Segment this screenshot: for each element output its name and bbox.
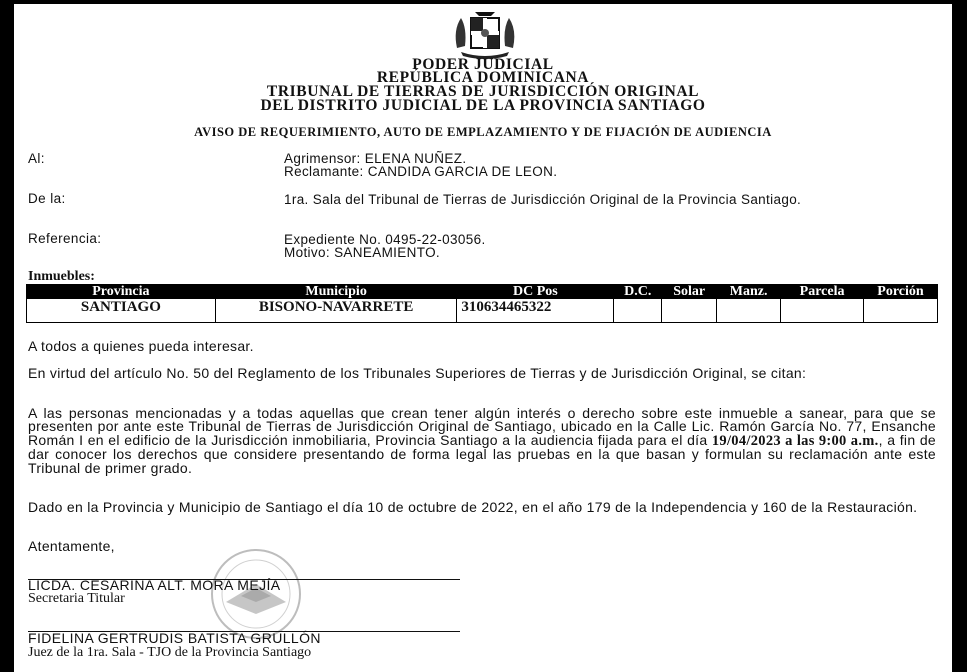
cell-municipio: BISONO-NAVARRETE [215, 299, 457, 323]
inmuebles-table [26, 284, 938, 323]
cell-provincia: SANTIAGO [27, 299, 216, 323]
al-label: Al: [28, 151, 45, 166]
signatory-1-role: Secretaria Titular [28, 591, 125, 606]
document-page [14, 4, 952, 672]
paragraph-citation: En virtud del artículo No. 50 del Reglamento de los Tribunales Superiores de Tierras y de Jurisdicción Original, se citan: [28, 365, 807, 381]
signatory-2-name: FIDELINA GERTRUDIS BATISTA GRULLÓN [28, 630, 321, 646]
signatory-1-name: LICDA. CESARINA ALT. MORA MEJÍA [28, 577, 281, 593]
referencia-line-2: Motivo: SANEAMIENTO. [284, 245, 441, 260]
cell-parcela [781, 299, 864, 323]
inmuebles-label: Inmuebles: [28, 269, 95, 284]
paragraph-summons [28, 407, 936, 475]
header-line-1: PODER JUDICIAL [412, 56, 554, 73]
closing-text: Atentamente, [28, 538, 115, 554]
header-dc: D.C. [614, 285, 662, 299]
dela-label: De la: [28, 191, 66, 206]
table-row [27, 299, 938, 323]
cell-manz [717, 299, 781, 323]
cell-solar [662, 299, 717, 323]
cell-dc-pos: 310634465322 [457, 299, 614, 323]
header-parcela: Parcela [781, 285, 864, 299]
header-solar: Solar [662, 285, 717, 299]
court-stamp-icon [196, 544, 316, 644]
header-manz: Manz. [717, 285, 781, 299]
al-line-2: Reclamante: CANDIDA GARCIA DE LEON. [284, 164, 558, 179]
signatory-2-role: Juez de la 1ra. Sala - TJO de la Provincia Santiago [28, 645, 312, 660]
header-municipio: Municipio [215, 285, 457, 299]
cell-porcion [864, 299, 938, 323]
header-dc-pos: DC Pos [457, 285, 614, 299]
dela-value: 1ra. Sala del Tribunal de Tierras de Jurisdicción Original de la Provincia Santiago. [284, 192, 802, 207]
coat-of-arms-icon [451, 10, 519, 60]
header-line-2: REPÚBLICA DOMINICANA [376, 69, 590, 86]
referencia-line-1: Expediente No. 0495-22-03056. [284, 232, 486, 247]
summons-text-end: , a fin de dar conocer los derechos que considere presentando de forma legal las pruebas en la que basan y formulan su reclamación ante este Tribunal de primer grado. [28, 431, 937, 476]
header-line-4: DEL DISTRITO JUDICIAL DE LA PROVINCIA SANTIAGO [260, 97, 706, 114]
document-title: AVISO DE REQUERIMIENTO, AUTO DE EMPLAZAMIENTO Y DE FIJACIÓN DE AUDIENCIA [194, 125, 772, 139]
header-provincia: Provincia [27, 285, 216, 299]
header-porcion: Porción [864, 285, 938, 299]
paragraph-dated: Dado en la Provincia y Municipio de Santiago el día 10 de octubre de 2022, en el año 179 de la Independencia y 160 de la Restauración. [28, 499, 918, 515]
paragraph-greeting: A todos a quienes pueda interesar. [28, 338, 254, 354]
summons-text-start: A las personas mencionadas y a todas aquellas que crean tener algún interés o derecho sobre este inmueble a sanear, para que se presenten por ante este Tribunal de Tierras de Jurisdicción Original de Santiago, ubicado en la Calle Lic. Ramón García No. 77, Ensanche Román I en el edificio de la Jurisdicción inmobiliaria, Provincia Santiago a la audiencia fijada para el día [28, 405, 936, 448]
table-header-row [27, 285, 938, 299]
cell-dc [614, 299, 662, 323]
hearing-date: 19/04/2023 a las 9:00 a.m. [711, 432, 879, 449]
header-line-3: TRIBUNAL DE TIERRAS DE JURISDICCIÓN ORIGINAL [266, 83, 700, 100]
al-line-1: Agrimensor: ELENA NUÑEZ. [284, 151, 467, 166]
referencia-label: Referencia: [28, 231, 102, 246]
